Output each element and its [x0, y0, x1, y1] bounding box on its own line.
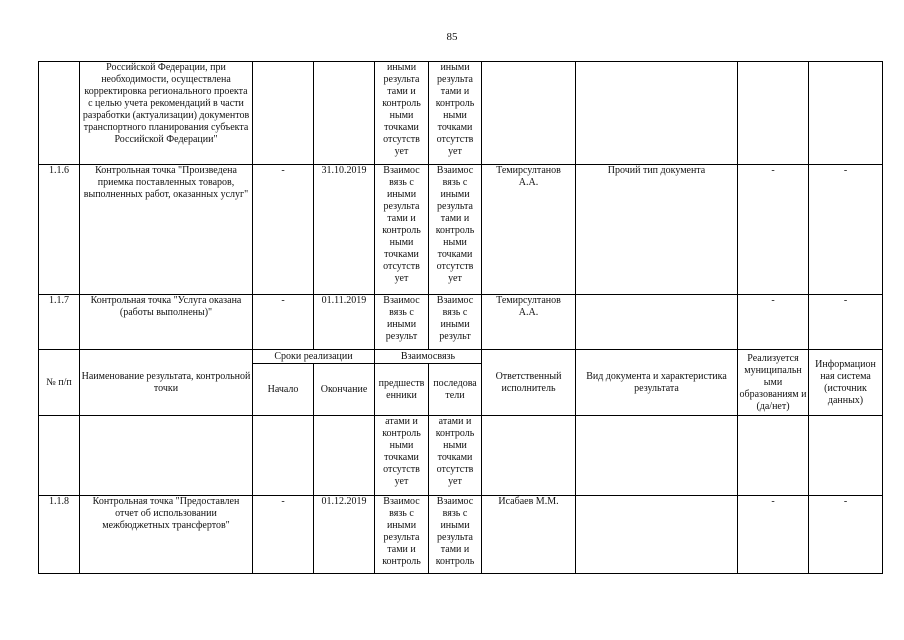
successors: Взаимос вязь с иными результа тами и контроль — [429, 496, 482, 574]
start-date: - — [253, 295, 314, 350]
responsible — [482, 416, 576, 496]
info-system: - — [809, 496, 883, 574]
row-number: 1.1.7 — [39, 295, 80, 350]
start-date — [253, 416, 314, 496]
row-number: 1.1.6 — [39, 165, 80, 295]
responsible: Исабаев М.М. — [482, 496, 576, 574]
table-row — [39, 416, 883, 496]
result-name: Контрольная точка "Произведена приемка поставленных товаров, выполненных работ, оказанных услуг" — [80, 165, 253, 295]
row-number: 1.1.8 — [39, 496, 80, 574]
end-date: 01.12.2019 — [314, 496, 375, 574]
start-date — [253, 62, 314, 165]
header-responsible: Ответственный исполнитель — [482, 350, 576, 416]
header-row — [39, 350, 883, 364]
info-system: - — [809, 295, 883, 350]
table-row — [39, 62, 883, 165]
predecessors: иными результа тами и контроль ными точками отсутств ует — [375, 62, 429, 165]
predecessors: атами и контроль ными точками отсутств ует — [375, 416, 429, 496]
end-date — [314, 416, 375, 496]
responsible: Темирсултанов А.А. — [482, 165, 576, 295]
responsible: Темирсултанов А.А. — [482, 295, 576, 350]
municipal-flag — [738, 416, 809, 496]
successors: Взаимос вязь с иными результа тами и контроль ными точками отсутств ует — [429, 165, 482, 295]
municipal-flag: - — [738, 295, 809, 350]
predecessors: Взаимос вязь с иными результ — [375, 295, 429, 350]
header-document: Вид документа и характеристика результата — [576, 350, 738, 416]
document-type — [576, 62, 738, 165]
document-type — [576, 295, 738, 350]
info-system — [809, 416, 883, 496]
header-municipal: Реализуется муниципальн ыми образованиям и (да/нет) — [738, 350, 809, 416]
end-date: 01.11.2019 — [314, 295, 375, 350]
successors: иными результа тами и контроль ными точками отсутств ует — [429, 62, 482, 165]
header-num: № п/п — [39, 350, 80, 416]
header-end: Окончание — [314, 364, 375, 416]
start-date: - — [253, 165, 314, 295]
header-deadlines: Сроки реализации — [253, 350, 375, 364]
table-row — [39, 496, 883, 574]
info-system — [809, 62, 883, 165]
municipal-flag — [738, 62, 809, 165]
row-number — [39, 62, 80, 165]
result-name: Контрольная точка "Услуга оказана (работы выполнены)" — [80, 295, 253, 350]
successors: атами и контроль ными точками отсутств ует — [429, 416, 482, 496]
end-date — [314, 62, 375, 165]
table-row — [39, 165, 883, 295]
end-date: 31.10.2019 — [314, 165, 375, 295]
start-date: - — [253, 496, 314, 574]
document-type — [576, 416, 738, 496]
header-info-system: Информацион ная система (источник данных) — [809, 350, 883, 416]
document-type: Прочий тип документа — [576, 165, 738, 295]
row-number — [39, 416, 80, 496]
table-row — [39, 295, 883, 350]
municipal-flag: - — [738, 496, 809, 574]
predecessors: Взаимос вязь с иными результа тами и контроль — [375, 496, 429, 574]
header-successors: последова тели — [429, 364, 482, 416]
header-link: Взаимосвязь — [375, 350, 482, 364]
municipal-flag: - — [738, 165, 809, 295]
header-name: Наименование результата, контрольной точки — [80, 350, 253, 416]
page-number: 85 — [446, 31, 458, 43]
header-start: Начало — [253, 364, 314, 416]
info-system: - — [809, 165, 883, 295]
successors: Взаимос вязь с иными результ — [429, 295, 482, 350]
results-table — [38, 61, 883, 574]
header-predecessors: предшеств енники — [375, 364, 429, 416]
responsible — [482, 62, 576, 165]
document-type — [576, 496, 738, 574]
predecessors: Взаимос вязь с иными результа тами и контроль ными точками отсутств ует — [375, 165, 429, 295]
result-name: Контрольная точка "Предоставлен отчет об использовании межбюджетных трансфертов" — [80, 496, 253, 574]
result-name — [80, 416, 253, 496]
result-name: Российской Федерации, при необходимости, осуществлена корректировка регионального проекта с целью учета рекомендаций в части разработки (актуализации) документов транспортного планирования субъекта Российской Федерации" — [80, 62, 253, 165]
